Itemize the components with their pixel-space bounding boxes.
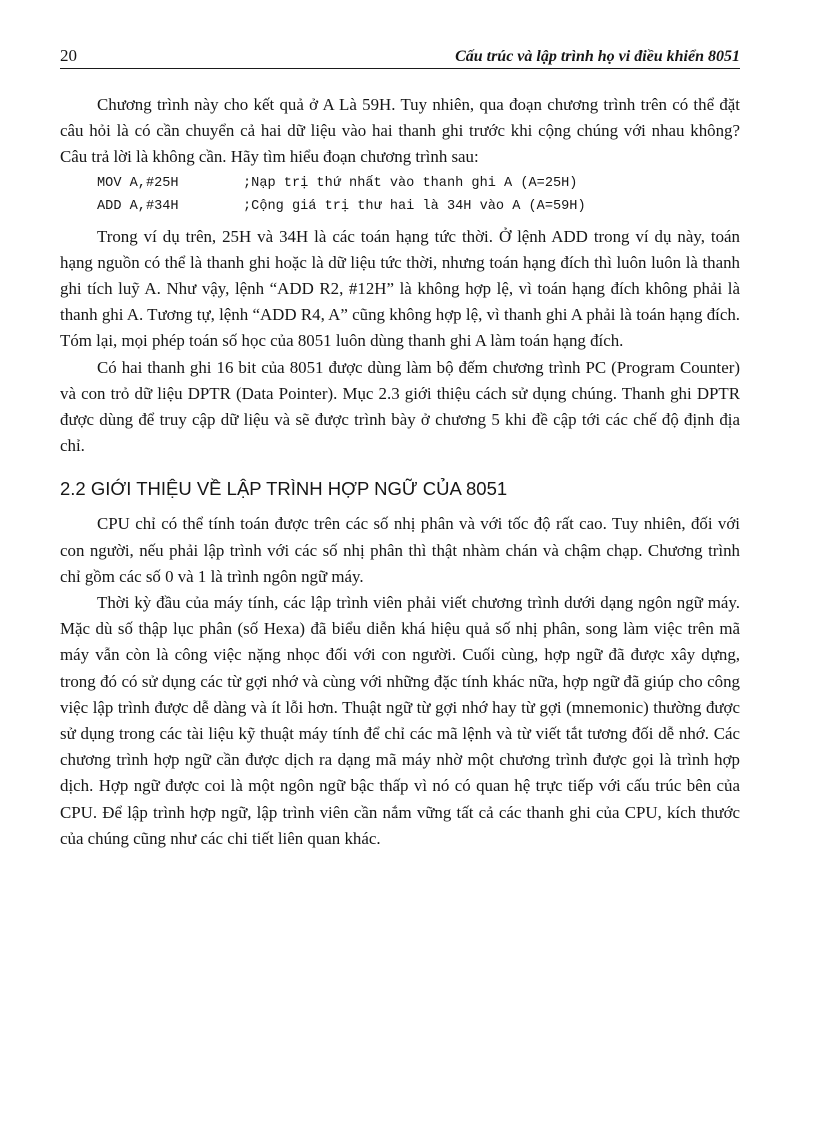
- paragraph-16bit-registers: Có hai thanh ghi 16 bit của 8051 được dùng làm bộ đếm chương trình PC (Program Counter) và con trỏ dữ liệu DPTR (Data Pointer). Mục 2.3 giới thiệu cách sử dụng chúng. Thanh ghi DPTR được dùng để truy cập dữ liệu và sẽ được trình bày ở chương 5 khi đề cập tới các chế độ định địa chỉ.: [60, 357, 740, 456]
- paragraph-assembly: Thời kỳ đầu của máy tính, các lập trình viên phải viết chương trình dưới dạng ngôn ngữ máy. Mặc dù số thập lục phân (số Hexa) đã biểu diễn khá hiệu quả số nhị phân, song làm việc trên mã máy vẫn còn là công việc nặng nhọc đối với con người. Cuối cùng, hợp ngữ đã được xây dựng, trong đó có sử dụng các từ gợi nhớ và cùng với những đặc tính khác nữa, hợp ngữ đã giúp cho công việc lập trình được dễ dàng và ít lỗi hơn. Thuật ngữ từ gợi nhớ hay từ gợi (mnemonic) thường được sử dụng trong các tài liệu kỹ thuật máy tính để chỉ các mã lệnh và từ viết tắt tương đối dễ nhớ. Các chương trình hợp ngữ cần được dịch ra dạng mã máy nhờ một chương trình được gọi là trình hợp dịch. Hợp ngữ được coi là một ngôn ngữ bậc thấp vì nó có quan hệ trực tiếp với cấu trúc bên của CPU. Để lập trình hợp ngữ, lập trình viên cần nắm vững tất cả các thanh ghi của CPU, kích thước của chúng cũng như các chi tiết liên quan khác.: [60, 593, 740, 848]
- body-text: [60, 92, 740, 852]
- code-comment: ;Cộng giá trị thư hai là 34H vào A (A=59H): [243, 199, 586, 215]
- code-comment: ;Nạp trị thứ nhất vào thanh ghi A (A=25H): [243, 175, 578, 191]
- code-instruction: ADD A,#34H: [97, 199, 179, 215]
- page-number: 20: [60, 46, 77, 65]
- code-block: [60, 172, 740, 219]
- code-line: [60, 172, 740, 196]
- paragraph-intro: Chương trình này cho kết quả ở A Là 59H. Tuy nhiên, qua đoạn chương trình trên có thể đặt câu hỏi là có cần chuyển cả hai dữ liệu vào hai thanh ghi trước khi cộng chúng với nhau không? Câu trả lời là không cần. Hãy tìm hiểu đoạn chương trình sau:: [60, 95, 740, 167]
- paragraph-binary: CPU chỉ có thể tính toán được trên các số nhị phân và với tốc độ rất cao. Tuy nhiên, đối với con người, nếu phải lập trình với các số nhị phân thì thật nhàm chán và chậm chạp. Chương trình chỉ gồm các số 0 và 1 là trình ngôn ngữ máy.: [60, 514, 740, 586]
- page-header: [60, 44, 740, 69]
- running-title: Cấu trúc và lập trình họ vi điều khiển 8051: [455, 48, 740, 65]
- paragraph-immediate-operands: Trong ví dụ trên, 25H và 34H là các toán hạng tức thời. Ở lệnh ADD trong ví dụ này, toán hạng nguồn có thể là thanh ghi hoặc là dữ liệu tức thời, nhưng toán hạng đích thì luôn luôn là thanh ghi tích luỹ A. Như vậy, lệnh “ADD R2, #12H” là không hợp lệ, vì toán hạng đích không phải là thanh ghi A. Tương tự, lệnh “ADD R4, A” cũng không hợp lệ, vì thanh ghi A phải là toán hạng đích. Tóm lại, mọi phép toán số học của 8051 luôn dùng thanh ghi A làm toán hạng đích.: [60, 226, 740, 351]
- code-line: [60, 195, 740, 219]
- section-heading: 2.2 GIỚI THIỆU VỀ LẬP TRÌNH HỢP NGỮ CỦA 8051: [60, 478, 508, 500]
- code-instruction: MOV A,#25H: [97, 175, 179, 191]
